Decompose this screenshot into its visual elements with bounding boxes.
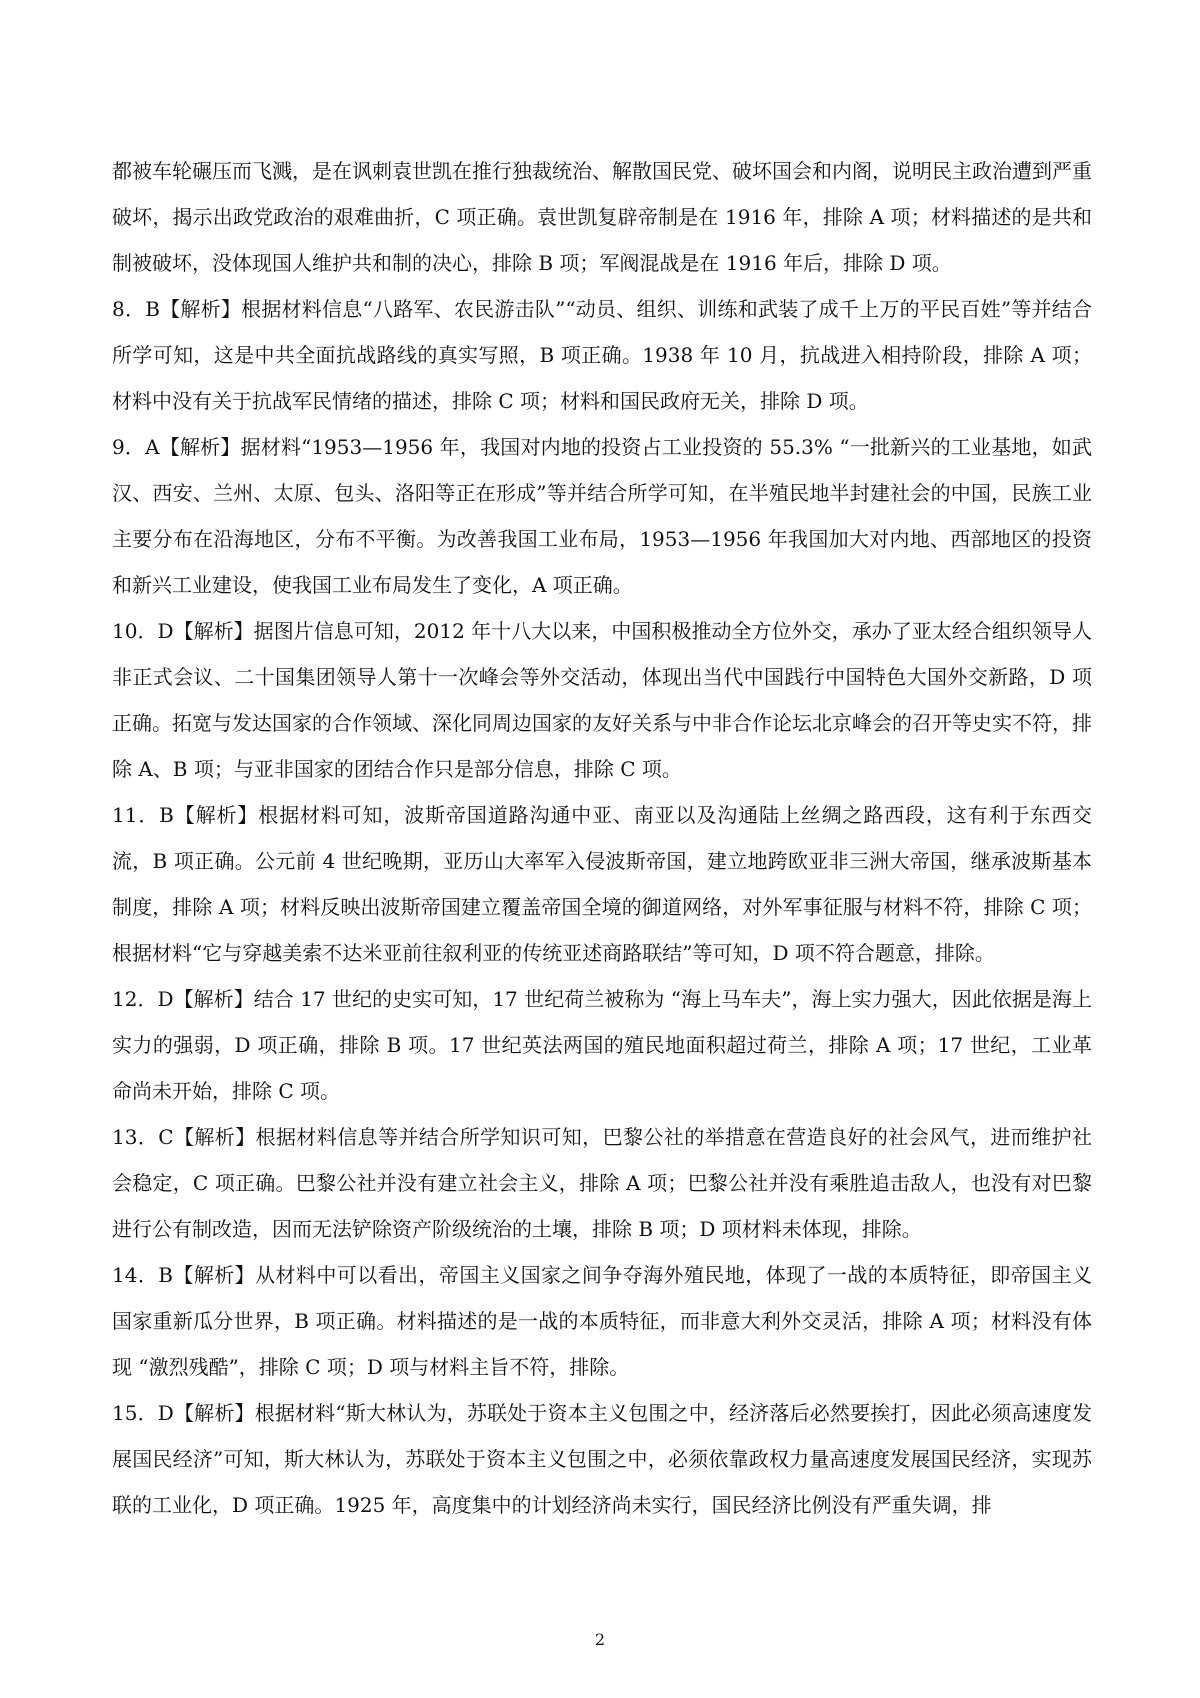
paragraph-answer-8: 8．B【解析】根据材料信息“八路军、农民游击队”“动员、组织、训练和武装了成千上万的平民百姓”等并结合所学可知，这是中共全面抗战路线的真实写照，B 项正确。1938 年 10 月，抗战进入相持阶段，排除 A 项；材料中没有关于抗战军民情绪的描述，排除 C 项；材料和国民政府无关，排除 D 项。 — [112, 297, 1092, 413]
paragraph-answer-15: 15．D【解析】根据材料“斯大林认为，苏联处于资本主义包围之中，经济落后必然要挨打，因此必须高速度发展国民经济”可知，斯大林认为，苏联处于资本主义包围之中，必须依靠政权力量高速度发展国民经济，实现苏联的工业化，D 项正确。1925 年，高度集中的计划经济尚未实行，国民经济比例没有严重失调，排 — [112, 1401, 1092, 1517]
paragraph-answer-12: 12．D【解析】结合 17 世纪的史实可知，17 世纪荷兰被称为 “海上马车夫”，海上实力强大，因此依据是海上实力的强弱，D 项正确，排除 B 项。17 世纪英法两国的殖民地面积超过荷兰，排除 A 项；17 世纪，工业革命尚未开始，排除 C 项。 — [112, 987, 1092, 1103]
paragraph-answer-11: 11．B【解析】根据材料可知，波斯帝国道路沟通中亚、南亚以及沟通陆上丝绸之路西段，这有利于东西交流，B 项正确。公元前 4 世纪晚期，亚历山大率军入侵波斯帝国，建立地跨欧亚非三洲大帝国，继承波斯基本制度，排除 A 项；材料反映出波斯帝国建立覆盖帝国全境的御道网络，对外军事征服与材料不符，排除 C 项；根据材料“它与穿越美索不达米亚前往叙利亚的传统亚述商路联结”等可知，D 项不符合题意，排除。 — [112, 803, 1092, 965]
paragraph-continuation-7: 都被车轮碾压而飞溅，是在讽刺袁世凯在推行独裁统治、解散国民党、破坏国会和内阁，说明民主政治遭到严重破坏，揭示出政党政治的艰难曲折，C 项正确。袁世凯复辟帝制是在 1916 年，排除 A 项；材料描述的是共和制被破坏，没体现国人维护共和制的决心，排除 B 项；军阀混战是在 1916 年后，排除 D 项。 — [112, 159, 1092, 275]
paragraph-answer-14: 14．B【解析】从材料中可以看出，帝国主义国家之间争夺海外殖民地，体现了一战的本质特征，即帝国主义国家重新瓜分世界，B 项正确。材料描述的是一战的本质特征，而非意大利外交灵活，排除 A 项；材料没有体现 “激烈残酷”，排除 C 项；D 项与材料主旨不符，排除。 — [112, 1263, 1092, 1379]
paragraph-answer-10: 10．D【解析】据图片信息可知，2012 年十八大以来，中国积极推动全方位外交，承办了亚太经合组织领导人非正式会议、二十国集团领导人第十一次峰会等外交活动，体现出当代中国践行中国特色大国外交新路，D 项正确。拓宽与发达国家的合作领域、深化同周边国家的友好关系与中非合作论坛北京峰会的召开等史实不符，排除 A、B 项；与亚非国家的团结合作只是部分信息，排除 C 项。 — [112, 619, 1092, 781]
page-number: 2 — [594, 1630, 606, 1649]
paragraph-answer-13: 13．C【解析】根据材料信息等并结合所学知识可知，巴黎公社的举措意在营造良好的社会风气，进而维护社会稳定，C 项正确。巴黎公社并没有建立社会主义，排除 A 项；巴黎公社并没有乘胜追击敌人，也没有对巴黎进行公有制改造，因而无法铲除资产阶级统治的土壤，排除 B 项；D 项材料未体现，排除。 — [112, 1125, 1092, 1241]
paragraph-answer-9: 9．A【解析】据材料“1953—1956 年，我国对内地的投资占工业投资的 55.3% “一批新兴的工业基地，如武汉、西安、兰州、太原、包头、洛阳等正在形成”等并结合所学可知，在半殖民地半封建社会的中国，民族工业主要分布在沿海地区，分布不平衡。为改善我国工业布局，1953—1956 年我国加大对内地、西部地区的投资和新兴工业建设，使我国工业布局发生了变化，A 项正确。 — [112, 435, 1092, 597]
answer-explanations — [112, 148, 1092, 1528]
